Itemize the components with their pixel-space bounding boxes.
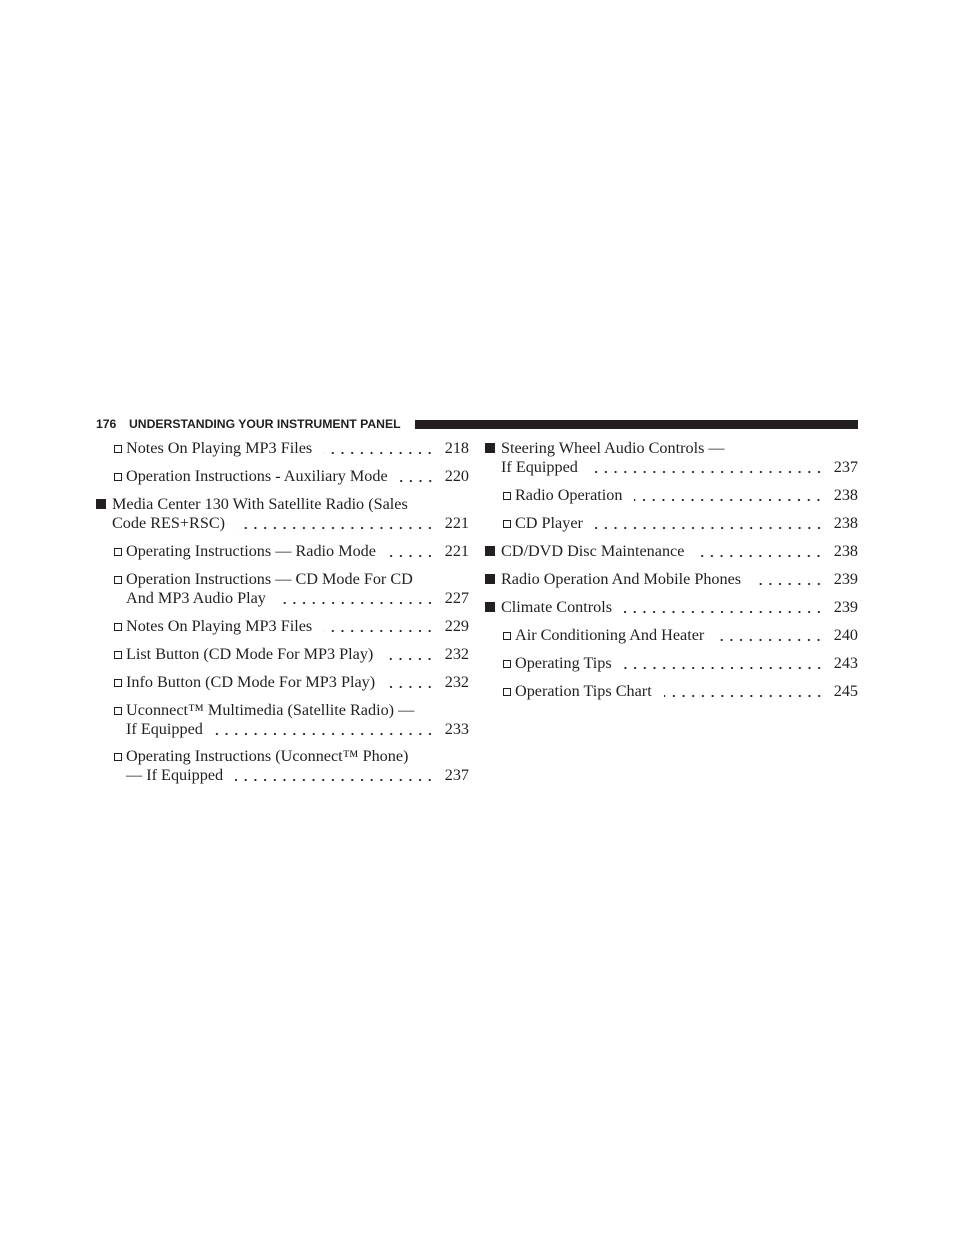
- toc-entry: [515, 626, 858, 645]
- toc-entry: [126, 617, 469, 636]
- toc-page-number: 239: [833, 570, 858, 588]
- toc-entry-title-line: Media Center 130 With Satellite Radio (Sales: [112, 495, 408, 513]
- toc-page-number: 218: [444, 439, 469, 457]
- toc-page-number: 220: [444, 467, 469, 485]
- open-square-bullet-icon: [114, 445, 122, 453]
- open-square-bullet-icon: [114, 679, 122, 687]
- toc-entry-title: Operating Tips: [515, 654, 612, 672]
- dot-leader: [235, 766, 435, 785]
- toc-page-number: 232: [444, 645, 469, 663]
- toc-entry-title: And MP3 Audio Play: [126, 589, 266, 607]
- open-square-bullet-icon: [503, 520, 511, 528]
- page-number: 176: [96, 417, 117, 431]
- filled-square-bullet-icon: [485, 574, 495, 584]
- dot-leader: [237, 514, 435, 533]
- toc-entry-title: Climate Controls: [501, 598, 613, 616]
- dot-leader: [400, 467, 435, 486]
- toc-page-number: 243: [833, 654, 858, 672]
- open-square-bullet-icon: [114, 753, 122, 761]
- toc-entry: [501, 570, 858, 589]
- dot-leader: [624, 598, 824, 617]
- toc-entry: [126, 439, 469, 458]
- toc-page-number: 237: [444, 766, 469, 784]
- toc-page-number: 221: [444, 542, 469, 560]
- filled-square-bullet-icon: [485, 546, 495, 556]
- open-square-bullet-icon: [114, 576, 122, 584]
- dot-leader: [385, 645, 434, 664]
- toc-entry-title-line: Uconnect™ Multimedia (Satellite Radio) —: [126, 701, 415, 719]
- toc-page-number: 221: [444, 514, 469, 532]
- toc-entry-title: If Equipped: [501, 458, 578, 476]
- open-square-bullet-icon: [503, 660, 511, 668]
- toc-entry-title: — If Equipped: [126, 766, 224, 784]
- open-square-bullet-icon: [114, 623, 122, 631]
- toc-entry: [112, 495, 469, 533]
- open-square-bullet-icon: [114, 707, 122, 715]
- toc-page-number: 229: [444, 617, 469, 635]
- toc-page-number: 245: [833, 682, 858, 700]
- toc-entry-title: Notes On Playing MP3 Files: [126, 617, 313, 635]
- toc-entry-title: CD/DVD Disc Maintenance: [501, 542, 685, 560]
- toc-page-number: 238: [833, 514, 858, 532]
- toc-page-number: 238: [833, 486, 858, 504]
- toc-entry-title: Notes On Playing MP3 Files: [126, 439, 313, 457]
- dot-leader: [595, 514, 824, 533]
- toc-page-number: 237: [833, 458, 858, 476]
- toc-entry: [515, 486, 858, 505]
- toc-page-number: 240: [833, 626, 858, 644]
- dot-leader: [634, 486, 823, 505]
- dot-leader: [753, 570, 824, 589]
- toc-entry-title: Code RES+RSC): [112, 514, 226, 532]
- toc-entry-title-line: Operating Instructions (Uconnect™ Phone): [126, 747, 409, 765]
- dot-leader: [215, 720, 435, 739]
- toc-entry-title: Radio Operation And Mobile Phones: [501, 570, 742, 588]
- toc-entry: [126, 701, 469, 739]
- dot-leader: [716, 626, 823, 645]
- toc-entry: [126, 747, 469, 785]
- dot-leader: [590, 458, 824, 477]
- dot-leader: [624, 654, 824, 673]
- toc-page-number: 233: [444, 720, 469, 738]
- toc-page-number: 232: [444, 673, 469, 691]
- toc-entry-title: Radio Operation: [515, 486, 623, 504]
- toc-entry: [126, 570, 469, 608]
- toc-entry-title: List Button (CD Mode For MP3 Play): [126, 645, 374, 663]
- toc-entry: [515, 654, 858, 673]
- dot-leader: [664, 682, 824, 701]
- open-square-bullet-icon: [114, 651, 122, 659]
- toc-entry: [126, 467, 469, 486]
- dot-leader: [324, 439, 435, 458]
- header-rule: [415, 420, 858, 429]
- toc-entry-title: Operating Instructions — Radio Mode: [126, 542, 376, 560]
- toc-entry: [515, 682, 858, 701]
- toc-entry-title: Info Button (CD Mode For MP3 Play): [126, 673, 376, 691]
- open-square-bullet-icon: [503, 492, 511, 500]
- toc-page-number: 238: [833, 542, 858, 560]
- open-square-bullet-icon: [114, 548, 122, 556]
- filled-square-bullet-icon: [485, 443, 495, 453]
- toc-entry: [126, 542, 469, 561]
- toc-entry: [501, 598, 858, 617]
- dot-leader: [324, 617, 435, 636]
- toc-entry-title: Air Conditioning And Heater: [515, 626, 705, 644]
- open-square-bullet-icon: [503, 632, 511, 640]
- dot-leader: [696, 542, 823, 561]
- toc-entry-title: Operation Instructions - Auxiliary Mode: [126, 467, 388, 485]
- toc-entry: [515, 514, 858, 533]
- dot-leader: [387, 673, 435, 692]
- toc-entry-title: If Equipped: [126, 720, 203, 738]
- filled-square-bullet-icon: [96, 499, 106, 509]
- open-square-bullet-icon: [503, 688, 511, 696]
- section-title: UNDERSTANDING YOUR INSTRUMENT PANEL: [129, 417, 401, 431]
- toc-entry-title: CD Player: [515, 514, 583, 532]
- toc-entry: [501, 542, 858, 561]
- toc-entry: [126, 645, 469, 664]
- toc-page-number: 239: [833, 598, 858, 616]
- toc-entry-title-line: Operation Instructions — CD Mode For CD: [126, 570, 413, 588]
- filled-square-bullet-icon: [485, 602, 495, 612]
- dot-leader: [388, 542, 435, 561]
- dot-leader: [278, 589, 435, 608]
- toc-entry-title-line: Steering Wheel Audio Controls —: [501, 439, 725, 457]
- toc-entry: [501, 439, 858, 477]
- toc-entry: [126, 673, 469, 692]
- toc-entry-title: Operation Tips Chart: [515, 682, 652, 700]
- toc-page-number: 227: [444, 589, 469, 607]
- open-square-bullet-icon: [114, 473, 122, 481]
